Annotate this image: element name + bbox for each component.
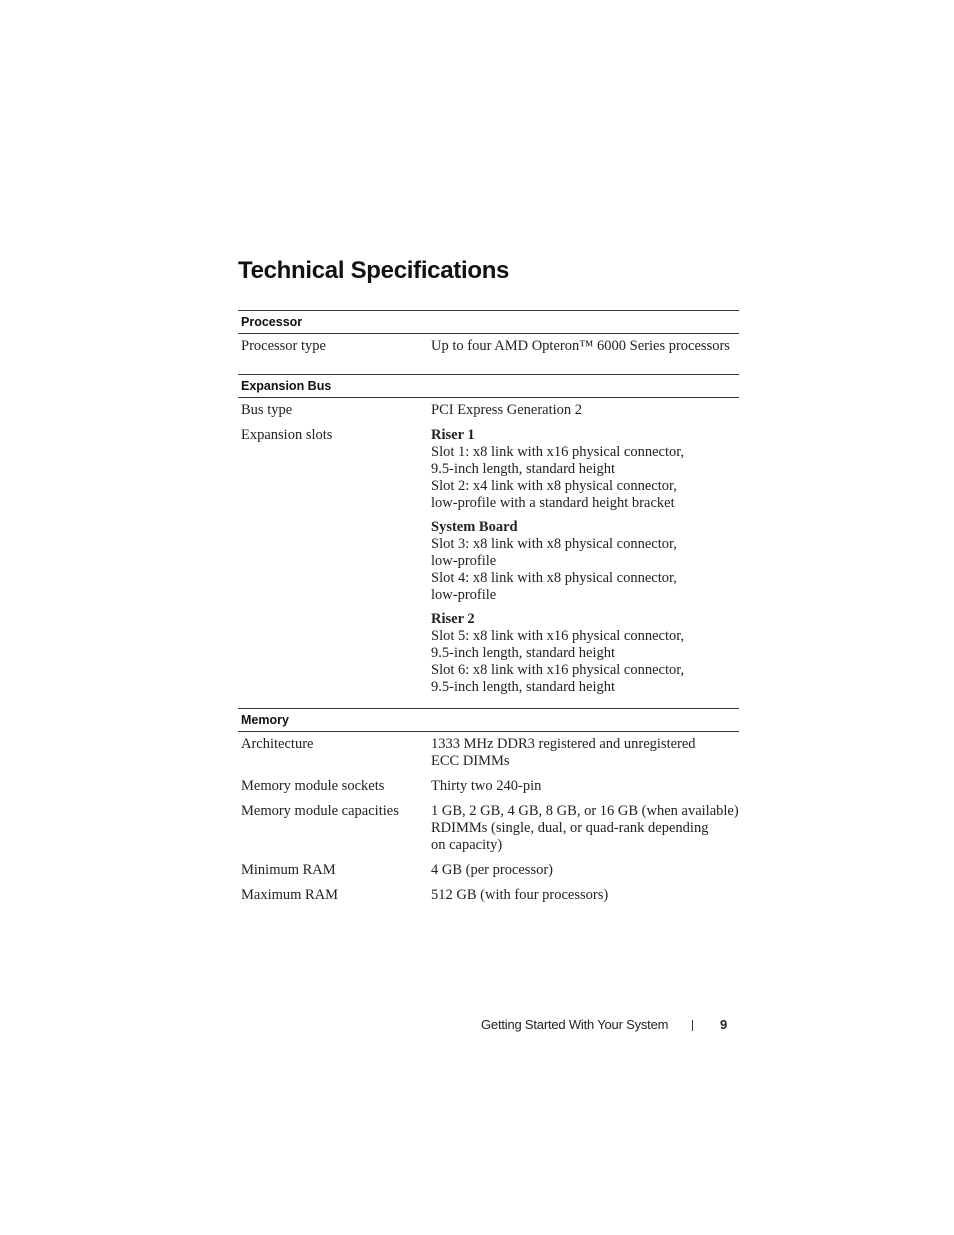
spec-row-bus-type — [238, 402, 739, 419]
slot-group-riser-2 — [431, 611, 739, 696]
spec-table — [238, 310, 739, 914]
page-footer — [481, 1016, 739, 1034]
spec-value: PCI Express Generation 2 — [431, 402, 583, 418]
slot-line: low-profile with a standard height bracket — [431, 495, 675, 511]
slot-group-title: Riser 2 — [431, 611, 475, 627]
spec-row-memory-module-sockets — [238, 778, 739, 795]
footer-title: Getting Started With Your System — [481, 1017, 669, 1032]
spec-label: Memory module capacities — [241, 803, 399, 819]
slot-line: 9.5-inch length, standard height — [431, 679, 616, 695]
slot-line: 9.5-inch length, standard height — [431, 645, 616, 661]
spec-row-maximum-ram — [238, 887, 739, 904]
spec-row-processor-type — [238, 338, 739, 355]
slot-line: Slot 5: x8 link with x16 physical connector, — [431, 628, 685, 644]
page-title: Technical Specifications — [238, 257, 510, 284]
slot-group-title: System Board — [431, 519, 518, 535]
slot-line: 9.5-inch length, standard height — [431, 461, 616, 477]
slot-group-system-board — [431, 519, 739, 604]
spec-row-expansion-slots — [238, 427, 739, 696]
slot-group-riser-1 — [431, 427, 739, 512]
spec-label: Memory module sockets — [241, 778, 385, 794]
slot-line: Slot 1: x8 link with x16 physical connector, — [431, 444, 685, 460]
spec-label: Processor type — [241, 338, 326, 354]
slot-group-title: Riser 1 — [431, 427, 475, 443]
section-header-expansion-bus: Expansion Bus — [238, 374, 739, 398]
section-body-expansion-bus — [238, 398, 739, 708]
slot-line: Slot 3: x8 link with x8 physical connector, — [431, 536, 677, 552]
spec-label: Maximum RAM — [241, 887, 339, 903]
slot-line: Slot 2: x4 link with x8 physical connector, — [431, 478, 677, 494]
spec-value: Thirty two 240-pin — [431, 778, 542, 794]
spec-row-minimum-ram — [238, 862, 739, 879]
spec-value: 4 GB (per processor) — [431, 862, 554, 878]
spec-value: 512 GB (with four processors) — [431, 887, 609, 903]
section-header-memory: Memory — [238, 708, 739, 732]
spec-value: 1333 MHz DDR3 registered and unregistered ECC DIMMs — [431, 736, 696, 769]
spec-label: Architecture — [241, 736, 314, 752]
spec-value-slot-groups — [431, 427, 739, 696]
slot-line: Slot 4: x8 link with x8 physical connector, — [431, 570, 677, 586]
spec-value: Up to four AMD Opteron™ 6000 Series processors — [431, 338, 730, 354]
spec-value: 1 GB, 2 GB, 4 GB, 8 GB, or 16 GB (when available) RDIMMs (single, dual, or quad-rank depending on capacity) — [431, 803, 739, 853]
section-body-processor — [238, 334, 739, 374]
spec-row-memory-module-capacities — [238, 803, 739, 854]
spec-label: Expansion slots — [241, 427, 333, 443]
section-body-memory — [238, 732, 739, 914]
page-number: 9 — [720, 1017, 728, 1032]
slot-line: Slot 6: x8 link with x16 physical connector, — [431, 662, 685, 678]
section-header-processor: Processor — [238, 310, 739, 334]
slot-line: low-profile — [431, 587, 497, 603]
slot-line: low-profile — [431, 553, 497, 569]
spec-label: Minimum RAM — [241, 862, 336, 878]
footer-separator — [692, 1020, 693, 1031]
spec-row-architecture — [238, 736, 739, 770]
spec-label: Bus type — [241, 402, 293, 418]
